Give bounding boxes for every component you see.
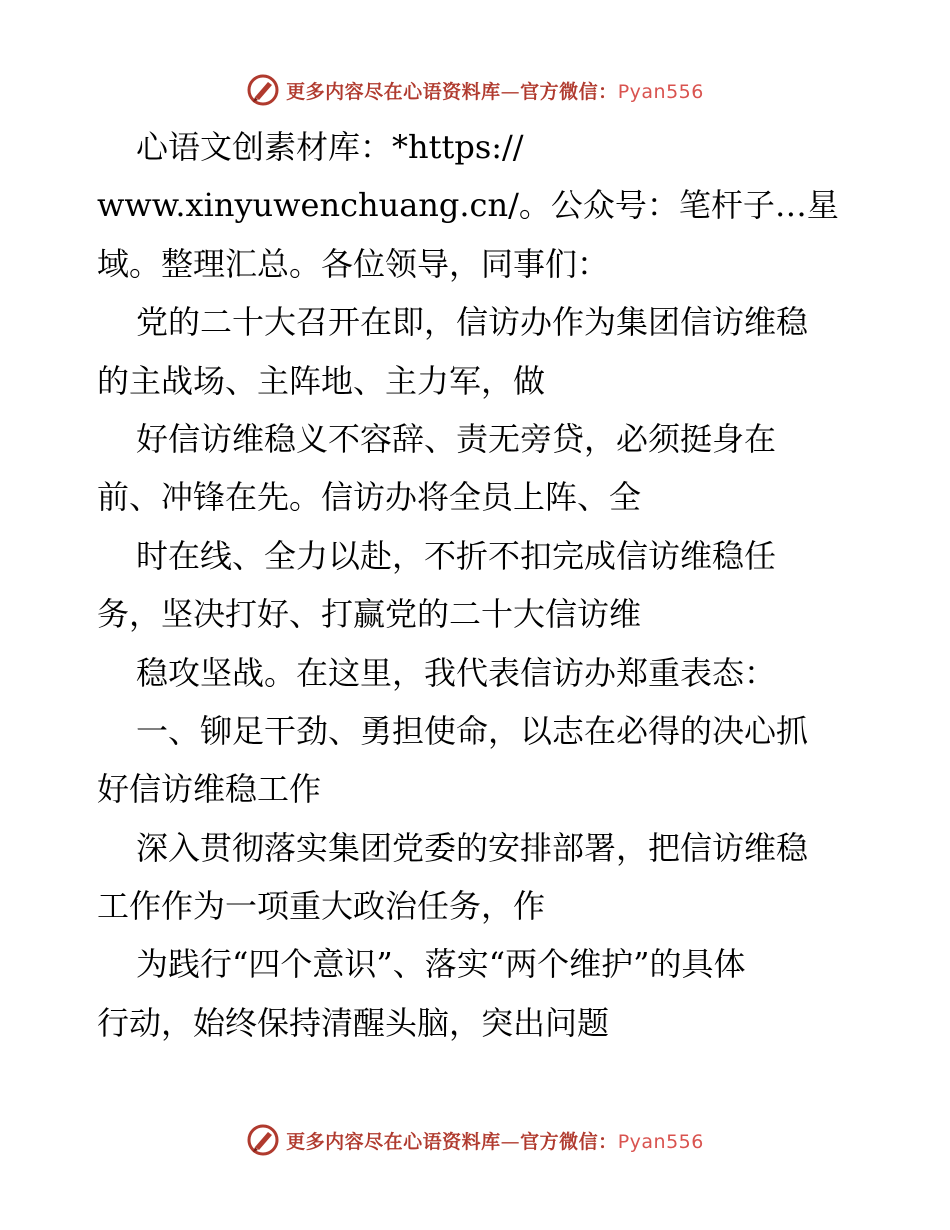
text-line: 好信访维稳工作 [97,770,322,809]
document-body [97,118,857,1052]
text-line: 深入贯彻落实集团党委的安排部署，把信访维稳 [136,828,809,867]
banner-text [286,77,704,104]
text-line: 的主战场、主阵地、主力军，做 [97,361,546,400]
text-line: 一、铆足干劲、勇担使命，以志在必得的决心抓 [136,711,809,750]
text-line: 好信访维稳义不容辞、责无旁贷，必须挺身在 [136,419,777,458]
text-line: 务，坚决打好、打赢党的二十大信访维 [97,595,642,634]
banner-label: 更多内容尽在心语资料库 [286,80,501,103]
banner-handle: Pyan556 [617,1130,704,1153]
banner-separator: — [500,1130,521,1153]
text-line: 前、冲锋在先。信访办将全员上阵、全 [97,478,642,517]
pen-logo-icon [246,73,280,107]
pen-logo-icon [246,1123,280,1157]
banner-handle: Pyan556 [617,80,704,103]
text-line: www.xinyuwenchuang.cn/。公众号：笔杆子…星 [97,186,839,225]
banner-label: 更多内容尽在心语资料库 [286,1130,501,1153]
banner-separator: — [500,80,521,103]
text-line: 工作作为一项重大政治任务，作 [97,887,546,926]
footer-banner [0,1120,950,1160]
text-line: 党的二十大召开在即，信访办作为集团信访维稳 [136,303,809,342]
text-line: 时在线、全力以赴，不折不扣完成信访维稳任 [136,536,777,575]
header-banner [0,70,950,110]
text-line: 心语文创素材库：*https:// [136,128,524,166]
text-line: 为践行“四个意识”、落实“两个维护”的具体 [136,945,746,984]
text-line: 行动，始终保持清醒头脑，突出问题 [97,1003,610,1042]
banner-text [286,1127,704,1154]
banner-wechat-label: 官方微信： [520,1130,618,1153]
text-line: 域。整理汇总。各位领导，同事们： [97,244,610,283]
text-line: 稳攻坚战。在这里，我代表信访办郑重表态： [136,653,777,692]
banner-wechat-label: 官方微信： [520,80,618,103]
